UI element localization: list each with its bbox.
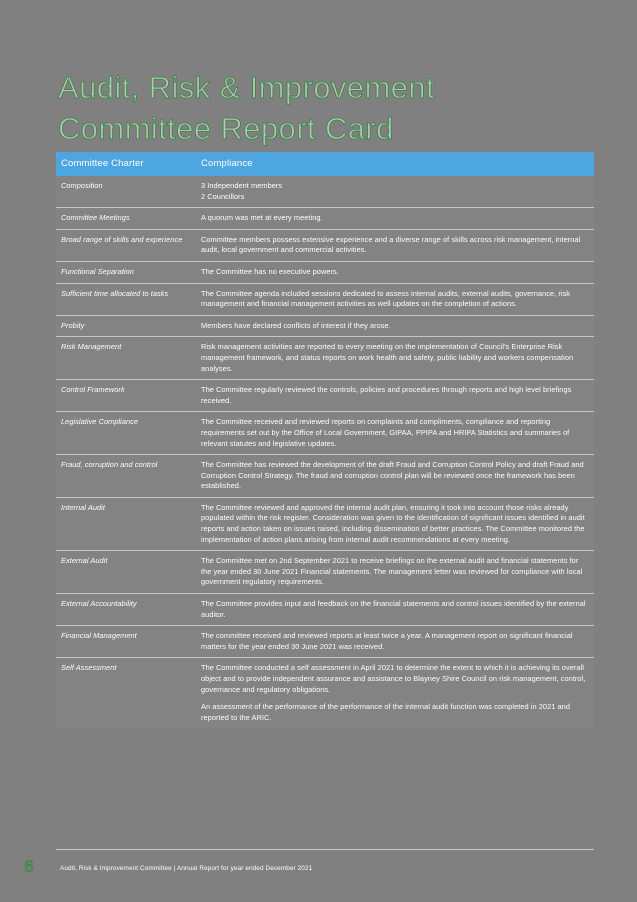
compliance-paragraph — [201, 385, 589, 406]
compliance-line: The Committee regularly reviewed the controls, policies and procedures through reports and high level briefings received. — [201, 385, 572, 405]
compliance-paragraph — [201, 181, 589, 202]
compliance-cell — [196, 497, 594, 550]
table-row — [56, 229, 594, 261]
table-row — [56, 261, 594, 283]
charter-cell: Committee Meetings — [56, 208, 196, 230]
table-row — [56, 497, 594, 550]
compliance-paragraph — [201, 460, 589, 492]
charter-cell: Financial Management — [56, 626, 196, 658]
compliance-paragraph — [201, 417, 589, 449]
page-title — [58, 67, 598, 149]
compliance-paragraph — [201, 663, 589, 695]
table-row — [56, 594, 594, 626]
charter-cell: Risk Management — [56, 337, 196, 380]
table-row — [56, 551, 594, 594]
page-title-line-1: Audit, Risk & Improvement — [58, 69, 435, 105]
table-row — [56, 283, 594, 315]
footer-divider — [56, 849, 594, 850]
compliance-paragraph — [201, 503, 589, 545]
compliance-line: An assessment of the performance of the performance of the internal audit function was completed in 2021 and reported to the ARIC. — [201, 702, 570, 722]
table-row — [56, 208, 594, 230]
compliance-paragraph — [201, 289, 589, 310]
compliance-cell — [196, 594, 594, 626]
compliance-cell — [196, 551, 594, 594]
table-row — [56, 658, 594, 728]
compliance-paragraph — [201, 267, 589, 278]
compliance-cell — [196, 315, 594, 337]
table-body — [56, 176, 594, 728]
charter-cell: Broad range of skills and experience — [56, 229, 196, 261]
column-header-committee-charter: Committee Charter — [56, 152, 196, 176]
compliance-line: 3 Independent members — [201, 181, 283, 190]
compliance-paragraph — [201, 342, 589, 374]
table-row — [56, 337, 594, 380]
committee-report-card-table — [56, 152, 594, 728]
compliance-line: The Committee conducted a self assessment in April 2021 to determine the extent to which it is achieving its overall object and to provide independent assurance and assistance to Blayney Shire Council on risk management, control, governance and regulatory obligations. — [201, 663, 586, 694]
compliance-paragraph — [201, 599, 589, 620]
compliance-cell — [196, 658, 594, 728]
compliance-cell — [196, 176, 594, 208]
compliance-line: The Committee has reviewed the development of the draft Fraud and Corruption Control Policy and draft Fraud and Corruption Control Strategy. The fraud and corruption control plan will be reviewed once the framework has been established. — [201, 460, 584, 491]
table-row — [56, 626, 594, 658]
charter-cell: External Audit — [56, 551, 196, 594]
compliance-paragraph — [201, 321, 589, 332]
charter-cell: Fraud, corruption and control — [56, 455, 196, 498]
compliance-line: The Committee provides input and feedback on the financial statements and control issues identified by the external auditor. — [201, 599, 586, 619]
compliance-line: The Committee reviewed and approved the internal audit plan, ensuring it took into account those risks already populated within the risk register. Consideration was given to the identification of significant issues identified in audit reports and action taken on issues raised, including dissemination of better practices. The Committee monitored the implementation of action plans arising from internal audit recommendations at every meeting. — [201, 502, 585, 544]
page-title-line-2: Committee Report Card — [58, 110, 394, 146]
table-row — [56, 455, 594, 498]
compliance-paragraph — [201, 702, 589, 723]
compliance-line: The Committee agenda included sessions dedicated to assess internal audits, external audits, governance, risk management and financial management activities as well updates on the completion of actions. — [201, 288, 571, 309]
compliance-cell — [196, 208, 594, 230]
compliance-cell — [196, 412, 594, 455]
footer-text: Audit, Risk & Improvement Committee | Annual Report for year ended December 2021 — [60, 865, 313, 872]
compliance-cell — [196, 261, 594, 283]
compliance-paragraph — [201, 556, 589, 588]
charter-cell: Composition — [56, 176, 196, 208]
table-row — [56, 412, 594, 455]
compliance-line: Members have declared conflicts of interest if they arose. — [201, 320, 391, 330]
compliance-line: Committee members possess extensive experience and a diverse range of skills across risk management, internal audit, local government and commercial activities. — [201, 234, 581, 255]
charter-cell: Functional Separation — [56, 261, 196, 283]
compliance-cell — [196, 626, 594, 658]
charter-cell: Internal Audit — [56, 497, 196, 550]
compliance-line: Risk management activities are reported to every meeting on the implementation of Council's Enterprise Risk management framework, and status reports on work health and safety, public liability and workers compensation analyses. — [201, 342, 574, 373]
compliance-line: The Committee met on 2nd September 2021 to receive briefings on the external audit and financial statements for the year ended 30 June 2021 Financial statements. The management letter was reviewed for compliance with local government regulatory requirements. — [201, 556, 583, 587]
charter-cell: Self Assessment — [56, 658, 196, 728]
charter-cell: Sufficient time allocated to tasks — [56, 283, 196, 315]
table-row — [56, 315, 594, 337]
column-header-compliance: Compliance — [196, 152, 594, 176]
table-row — [56, 176, 594, 208]
charter-cell: Control Framework — [56, 380, 196, 412]
compliance-paragraph — [201, 213, 589, 224]
charter-cell: Probity — [56, 315, 196, 337]
compliance-line: A quorum was met at every meeting. — [201, 213, 323, 223]
compliance-cell — [196, 337, 594, 380]
compliance-line: The Committee has no executive powers. — [201, 266, 339, 276]
page-number: 6 — [24, 857, 34, 876]
compliance-line: The Committee received and reviewed reports on complaints and compliments, compliance and reporting requirements set out by the Office of Local Government, GIPAA, PPIPA and HRIPA Statistics and summaries of relevant statutes and legislative updates. — [201, 417, 570, 448]
compliance-line: The committee received and reviewed reports at least twice a year. A management report on significant financial matters for the year ended 30 June 2021 was received. — [201, 631, 573, 651]
charter-cell: External Accountability — [56, 594, 196, 626]
charter-cell: Legislative Compliance — [56, 412, 196, 455]
compliance-cell — [196, 229, 594, 261]
compliance-cell — [196, 283, 594, 315]
compliance-line: 2 Councillors — [201, 191, 245, 201]
table-header-row — [56, 152, 594, 176]
table-row — [56, 380, 594, 412]
compliance-paragraph — [201, 631, 589, 652]
compliance-cell — [196, 455, 594, 498]
table-header — [56, 152, 594, 176]
compliance-cell — [196, 380, 594, 412]
compliance-paragraph — [201, 235, 589, 256]
